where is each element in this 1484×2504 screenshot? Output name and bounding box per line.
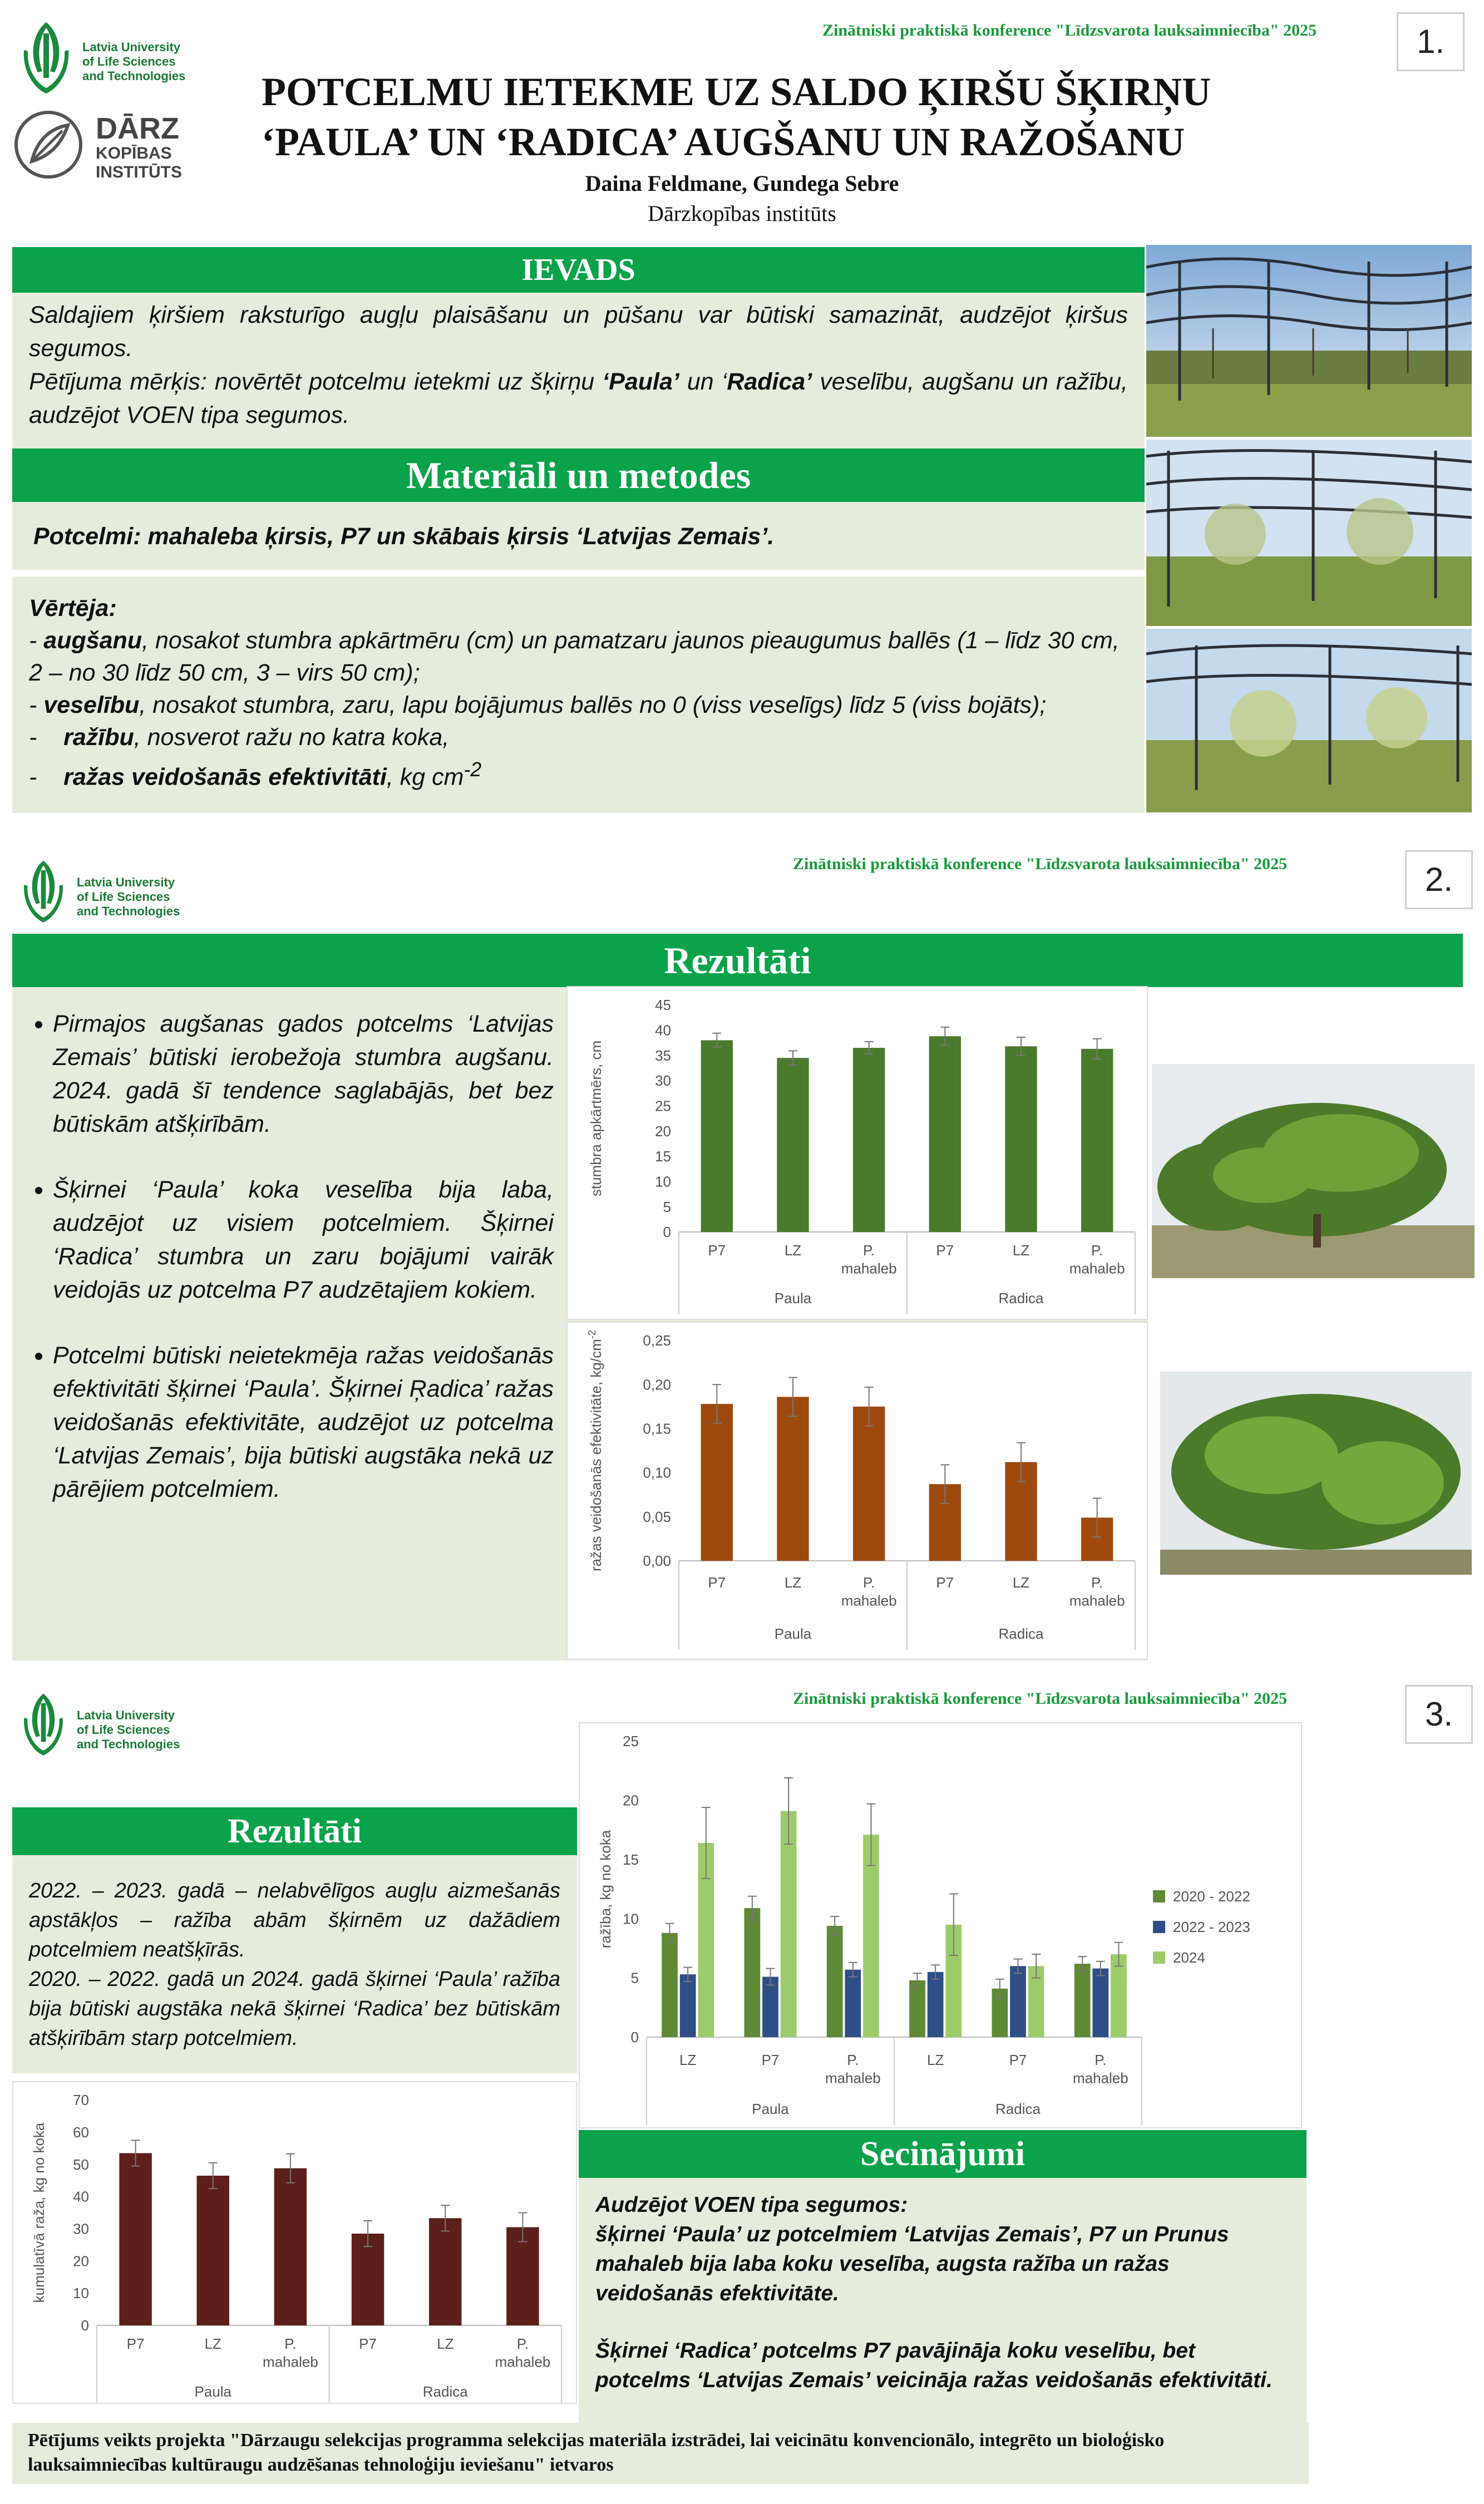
eval-item-yield: - ražību, nosverot ražu no katra koka,	[29, 724, 450, 751]
bar	[680, 1974, 696, 2037]
orchard-photo	[1146, 629, 1472, 812]
group-label: Paula	[194, 2383, 231, 2400]
y-tick-label: 5	[663, 1198, 671, 1215]
chart-stem-circumference	[566, 986, 1148, 1320]
legend-label: 2022 - 2023	[1173, 1919, 1250, 1935]
university-emblem-icon	[16, 17, 77, 100]
y-tick-label: 0,25	[643, 1332, 671, 1349]
evaluation-panel	[12, 576, 1145, 813]
y-tick-label: 25	[655, 1097, 671, 1115]
bar	[1005, 1046, 1037, 1232]
section-heading-results: Rezultāti	[12, 1807, 577, 1855]
eval-term: ražību	[63, 724, 134, 751]
group-label: Radica	[998, 1625, 1044, 1642]
x-tick-label: mahaleb	[841, 1260, 897, 1277]
x-tick-label: P7	[936, 1574, 954, 1591]
x-tick-label: P7	[708, 1574, 726, 1591]
chart-svg	[568, 987, 1147, 1319]
institute-logo-line: KOPĪBAS	[96, 144, 172, 162]
orchard-photo	[1146, 440, 1472, 626]
group-label: Radica	[422, 2383, 468, 2400]
eval-term: ražas veidošanās efektivitāti	[63, 763, 387, 791]
eval-desc: , nosverot ražu no katra koka,	[134, 724, 450, 751]
y-tick-label: 0	[630, 2029, 639, 2046]
section-heading-results: Rezultāti	[12, 934, 1463, 987]
title-line: ‘PAULA’ UN ‘RADICA’ AUGŠANU UN RAŽOŠANU	[262, 120, 1185, 164]
bar	[1010, 1966, 1026, 2037]
logo-text-line: Latvia University	[82, 40, 181, 54]
group-label: Paula	[752, 2101, 789, 2117]
group-label: Radica	[998, 1290, 1044, 1307]
bar	[929, 1036, 961, 1232]
page-number: 2.	[1405, 850, 1473, 909]
bar	[762, 1976, 778, 2037]
ievads-paragraph: Saldajiem ķiršiem raksturīgo augļu plaisāšanu un pūšanu var būtiski samazināt, audzējot ķiršus segumos.	[29, 302, 1128, 362]
group-label: Radica	[995, 2101, 1041, 2117]
x-tick-label: mahaleb	[495, 2353, 551, 2370]
conclusion-text: Audzējot VOEN tipa segumos:	[595, 2193, 908, 2217]
aim-text: veselību, augšanu un ražību, audzējot VOEN tipa segumos.	[29, 368, 1128, 428]
page-number: 1.	[1397, 12, 1465, 71]
results-panel-page3	[12, 1855, 577, 2073]
result-bullet: • Šķirnei ‘Paula’ koka veselība bija laba, audzējot uz visiem potcelmiem. Šķirnei ‘Radica’ stumbra un zaru bojājumi vairāk veidojās uz potcelma P7 audzētajiem kokiem.	[53, 1173, 554, 1307]
section-heading-ievads: IEVADS	[12, 247, 1145, 293]
section-heading-conclusions: Secinājumi	[579, 2130, 1306, 2178]
y-tick-label: 25	[623, 1733, 639, 1750]
bar	[1081, 1049, 1113, 1232]
y-tick-label: 10	[623, 1910, 639, 1928]
x-tick-label: P.	[516, 2335, 529, 2352]
aim-variety-radica: Radica’	[727, 368, 812, 395]
cherry-tree-photo	[1152, 1064, 1475, 1278]
poster-title	[262, 67, 1319, 167]
result-bullet: • Pirmajos augšanas gados potcelms ‘Latvijas Zemais’ būtiski ierobežoja stumbra augšanu. 2024. gadā šī tendence saglabājās, bet bez būtiskām atšķirībām.	[53, 1007, 554, 1141]
x-tick-label: P.	[1091, 1574, 1103, 1591]
x-tick-label: P.	[863, 1574, 875, 1591]
institute-logo-line: DĀRZ	[96, 112, 179, 145]
conclusion-text: Šķirnei ‘Radica’ potcelms P7 pavājināja koku veselību, bet potcelms ‘Latvijas Zemais’ veicināja ražas veidošanās efektivitāti.	[595, 2339, 1273, 2392]
x-tick-label: mahaleb	[1072, 2069, 1128, 2087]
y-axis-label: ražība, kg no koka	[597, 1830, 614, 1949]
ievads-aim	[29, 365, 1128, 432]
x-tick-label: P.	[847, 2052, 859, 2068]
bar	[853, 1407, 885, 1561]
y-tick-label: 20	[623, 1792, 639, 1809]
x-tick-label: mahaleb	[1069, 1260, 1125, 1277]
x-tick-label: LZ	[437, 2335, 454, 2352]
results-paragraph: 2022. – 2023. gadā – nelabvēlīgos augļu aizmešanās apstākļos – ražība abām šķirnēm uz dažādiem potcelmiem neatšķīrās.	[29, 1879, 560, 1961]
chart-svg	[580, 1723, 1301, 2127]
eval-term: veselību	[43, 692, 140, 718]
institute-logo-line: INSTITŪTS	[96, 163, 182, 181]
y-tick-label: 15	[655, 1148, 671, 1165]
x-tick-label: LZ	[926, 2052, 944, 2068]
eval-desc: , kg cm	[386, 763, 464, 791]
evaluation-title: Vērtēja:	[29, 595, 117, 622]
x-tick-label: P.	[863, 1242, 875, 1259]
y-axis-label: kumulatīvā raža, kg no koka	[31, 2122, 47, 2303]
y-tick-label: 20	[73, 2252, 89, 2270]
university-logo	[16, 856, 194, 928]
cherry-tree-photo	[1160, 1372, 1472, 1575]
eval-item-growth: - augšanu, nosakot stumbra apkārtmēru (cm) un pamatzaru jaunos pieaugumus ballēs (1 – līdz 30 cm, 2 – no 30 līdz 50 cm, 3 – virs 50 cm);	[29, 627, 1120, 686]
x-tick-label: P7	[359, 2335, 377, 2352]
chart-yield-per-tree	[579, 1722, 1302, 2128]
chart-cumulative-yield	[12, 2081, 577, 2404]
conclusion-text: šķirnei ‘Paula’ uz potcelmiem ‘Latvijas Zemais’, P7 un Prunus mahaleb bija laba koku veselība, augsta ražība un ražas veidošanās efektivitāte.	[595, 2222, 1229, 2305]
legend-swatch	[1153, 1890, 1165, 1902]
bar	[827, 1926, 843, 2037]
group-label: Paula	[774, 1625, 812, 1642]
x-tick-label: LZ	[1012, 1242, 1030, 1259]
title-line: POTCELMU IETEKME UZ SALDO ĶIRŠU ŠĶIRŅU	[262, 70, 1211, 114]
rootstocks-panel	[12, 502, 1145, 570]
conference-title: Zinātniski praktiskā konference "Līdzsvarota lauksaimniecība" 2025	[793, 1689, 1288, 1708]
x-tick-label: mahaleb	[841, 1592, 897, 1609]
y-tick-label: 70	[73, 2092, 89, 2109]
group-label: Paula	[774, 1290, 812, 1307]
x-tick-label: mahaleb	[825, 2069, 881, 2087]
authors: Daina Feldmane, Gundega Sebre	[585, 171, 899, 196]
legend-label: 2024	[1173, 1949, 1205, 1966]
bar	[745, 1908, 761, 2037]
x-tick-label: LZ	[784, 1242, 802, 1259]
x-tick-label: mahaleb	[1069, 1592, 1125, 1609]
y-axis-label: stumbra apkārtmērs, cm	[588, 1040, 604, 1197]
y-tick-label: 10	[655, 1173, 671, 1190]
conclusions-panel	[579, 2178, 1306, 2423]
y-tick-label: 60	[73, 2123, 89, 2141]
results-paragraph: 2020. – 2022. gadā un 2024. gadā šķirnei ‘Paula’ ražība bija būtiski augstāka nekā šķirnei ‘Radica’ bez būtiskām atšķirībām starp potcelmiem.	[29, 1968, 560, 2050]
bar	[197, 2176, 229, 2325]
y-tick-label: 10	[73, 2285, 89, 2302]
y-tick-label: 0	[81, 2317, 89, 2334]
university-logo	[16, 1689, 194, 1761]
bar	[777, 1058, 808, 1232]
chart-svg	[568, 1323, 1147, 1659]
result-bullet: • Potcelmi būtiski neietekmēja ražas veidošanās efektivitāti šķirnei ‘Paula’. Šķirnei Ŗadica’ ražas veidošanās efektivitāte, audzējot uz potcelma ‘Latvijas Zemais’, bija būtiski augstāka nekā uz pārējiem potcelmiem.	[53, 1339, 554, 1506]
bar	[662, 1933, 678, 2037]
university-logo	[16, 17, 194, 100]
page-number: 3.	[1405, 1685, 1473, 1744]
logo-text-line: Latvia University	[77, 1708, 175, 1722]
x-tick-label: P7	[1009, 2052, 1027, 2068]
conference-title: Zinātniski praktiskā konference "Līdzsvarota lauksaimniecība" 2025	[793, 855, 1288, 873]
bar	[119, 2153, 151, 2325]
y-tick-label: 0,20	[643, 1376, 671, 1393]
chart-yield-efficiency	[566, 1322, 1148, 1660]
bar	[909, 1980, 925, 2037]
logo-text-line: and Technologies	[77, 904, 180, 918]
x-tick-label: mahaleb	[263, 2353, 318, 2370]
bar	[845, 1970, 861, 2037]
y-tick-label: 0,05	[643, 1508, 671, 1525]
bar	[853, 1048, 885, 1232]
legend-swatch	[1153, 1921, 1165, 1933]
bar	[352, 2234, 384, 2325]
x-tick-label: LZ	[679, 2052, 697, 2068]
x-tick-label: P7	[936, 1242, 954, 1259]
logo-text-line: of Life Sciences	[77, 1723, 170, 1737]
y-tick-label: 30	[73, 2220, 89, 2237]
bar	[274, 2168, 307, 2325]
y-tick-label: 45	[655, 997, 671, 1014]
bar	[701, 1404, 733, 1561]
eval-item-efficiency: - ražas veidošanās efektivitāti, kg $cm^{-2}$	[29, 758, 482, 791]
logo-text-line: of Life Sciences	[77, 890, 170, 904]
bar	[429, 2218, 461, 2325]
y-axis-label: ražas veidošanās efektivitāte, $kg/cm^{-2}$	[586, 1330, 604, 1571]
y-tick-label: 50	[73, 2156, 89, 2173]
logo-text-line: and Technologies	[82, 69, 186, 83]
x-tick-label: P.	[1094, 2052, 1107, 2068]
x-tick-label: P7	[708, 1242, 726, 1259]
bar	[777, 1397, 808, 1561]
y-tick-label: 20	[655, 1122, 671, 1140]
x-tick-label: LZ	[204, 2335, 221, 2352]
x-tick-label: P7	[761, 2052, 780, 2068]
bar	[1092, 1969, 1108, 2037]
aim-text: un ‘	[679, 368, 727, 395]
legend-label: 2020 - 2022	[1173, 1888, 1250, 1905]
legend-swatch	[1153, 1951, 1165, 1964]
bar	[928, 1972, 944, 2037]
section-heading-materials: Materiāli un metodes	[12, 448, 1145, 502]
orchard-photo	[1146, 245, 1472, 437]
x-tick-label: LZ	[1012, 1574, 1030, 1591]
x-tick-label: P.	[1091, 1242, 1103, 1259]
aim-variety-paula: ‘Paula’	[602, 368, 679, 395]
bar	[1074, 1964, 1091, 2037]
logo-text-line: of Life Sciences	[82, 55, 176, 68]
y-tick-label: 0,00	[643, 1552, 671, 1570]
x-tick-label: P7	[126, 2335, 145, 2352]
conference-title: Zinātniski praktiskā konference "Līdzsvarota lauksaimniecība" 2025	[822, 21, 1317, 40]
bar	[701, 1040, 733, 1232]
y-tick-label: 0,15	[643, 1420, 671, 1437]
aim-text: Pētījuma mērķis: novērtēt potcelmu ietekmi uz šķirņu	[29, 368, 603, 395]
affiliation: Dārzkopības institūts	[648, 201, 836, 226]
x-tick-label: P.	[284, 2335, 297, 2352]
eval-item-health: - veselību, nosakot stumbra, zaru, lapu bojājumus ballēs no 0 (viss veselīgs) līdz 5 (viss bojāts);	[29, 692, 1047, 718]
results-bullets	[22, 1007, 554, 1538]
ievads-panel	[12, 293, 1145, 448]
y-tick-label: 15	[623, 1851, 639, 1868]
eval-desc: , nosakot stumbra apkārtmēru (cm) un pamatzaru jaunos pieaugumus ballēs (1 – līdz 30 cm, 2 – no 30 līdz 50 cm, 3 – virs 50 cm);	[29, 627, 1120, 686]
x-tick-label: LZ	[784, 1574, 802, 1591]
y-tick-label: 5	[630, 1969, 639, 1987]
eval-term: augšanu	[43, 627, 142, 654]
y-tick-label: 30	[655, 1072, 671, 1090]
y-tick-label: 40	[73, 2188, 89, 2205]
university-emblem-icon	[16, 1689, 71, 1761]
logo-text-line: and Technologies	[77, 1737, 180, 1751]
university-emblem-icon	[16, 856, 71, 928]
eval-desc: , nosakot stumbra, zaru, lapu bojājumus ballēs no 0 (viss veselīgs) līdz 5 (viss bojāts);	[139, 692, 1047, 718]
y-tick-label: 0,10	[643, 1464, 671, 1481]
rootstocks-text: Potcelmi: mahaleba ķirsis, P7 un skābais ķirsis ‘Latvijas Zemais’.	[33, 523, 775, 550]
y-tick-label: 40	[655, 1022, 671, 1039]
chart-svg	[13, 2082, 576, 2403]
bar	[1111, 1954, 1127, 2037]
y-tick-label: 35	[655, 1047, 671, 1064]
bar	[781, 1811, 797, 2037]
y-tick-label: 0	[663, 1224, 671, 1241]
logo-text-line: Latvia University	[77, 875, 175, 889]
project-footer: Pētījums veikts projekta "Dārzaugu selekcijas programma selekcijas materiāla izstrādei, lai veicinātu konvencionālo, integrēto un bioloģisko lauksaimniecības kultūraugu audzēšanas tehnoloģiju ieviešanu" ietvaros	[12, 2423, 1309, 2484]
eval-unit-exponent: -2	[464, 758, 482, 781]
